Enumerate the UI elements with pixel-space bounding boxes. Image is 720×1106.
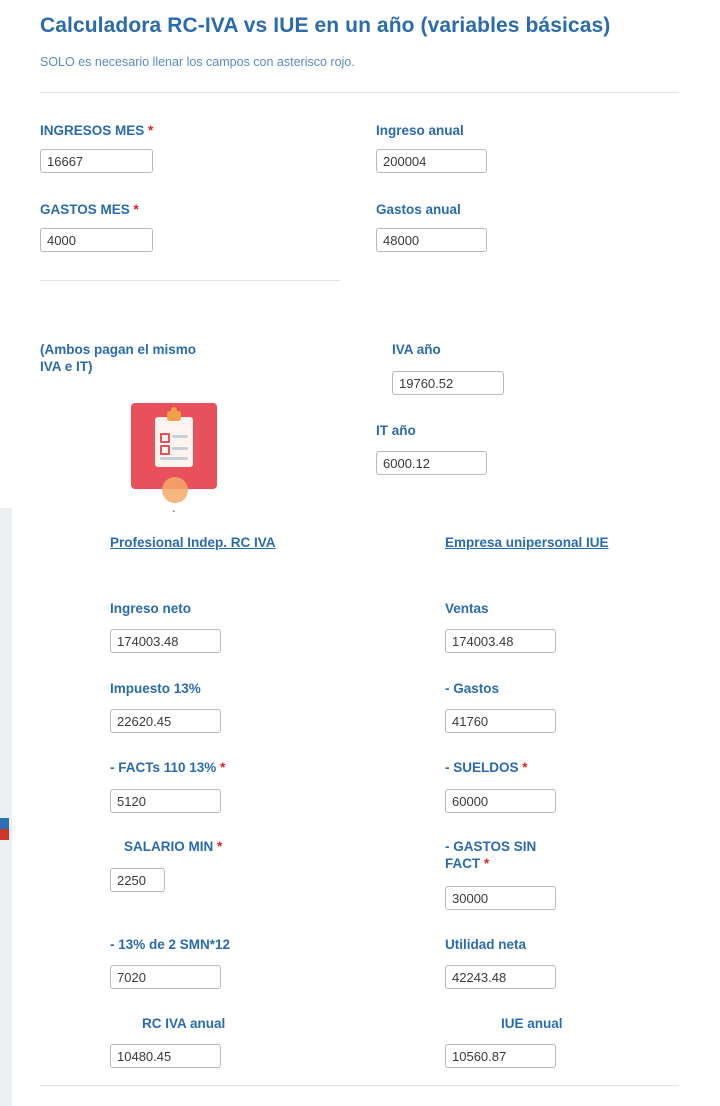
label-13-de-2-smn: - 13% de 2 SMN*12 [110,937,231,952]
required-asterisk: * [129,202,139,217]
clipboard-checklist-icon [131,403,217,489]
page-title: Calculadora RC-IVA vs IUE en un año (variables básicas) [40,14,611,37]
input-facts-110[interactable] [110,789,221,813]
label-it-ano: IT año [376,423,416,438]
input-gastos-mes[interactable] [40,228,153,252]
label-ventas: Ventas [445,601,489,616]
required-asterisk: * [144,123,154,138]
input-impuesto-13[interactable] [110,709,221,733]
divider-top [40,92,679,93]
browser-extension-icon[interactable] [0,818,9,840]
label-iva-ano: IVA año [392,342,441,357]
input-ventas[interactable] [445,629,556,653]
label-gastos-mes: GASTOS MES * [40,202,139,217]
input-gastos[interactable] [445,709,556,733]
divider-bottom [40,1085,679,1086]
divider-middle [40,280,340,281]
input-ingresos-mes[interactable] [40,149,153,173]
input-ingreso-neto[interactable] [110,629,221,653]
input-utilidad-neta[interactable] [445,965,556,989]
label-ingresos-mes: INGRESOS MES * [40,123,154,138]
input-gastos-anual[interactable] [376,228,487,252]
label-gastos-anual: Gastos anual [376,202,461,217]
input-sueldos[interactable] [445,789,556,813]
decorative-dot: . [172,500,176,515]
input-iue-anual[interactable] [445,1044,556,1068]
required-asterisk: * [216,760,226,775]
input-rciva-anual[interactable] [110,1044,221,1068]
input-salario-min[interactable] [110,868,165,892]
page-subtitle: SOLO es necesario llenar los campos con asterisco rojo. [40,55,355,69]
required-asterisk: * [213,839,223,854]
required-asterisk: * [518,760,528,775]
input-13-de-2-smn[interactable] [110,965,221,989]
label-gastos: - Gastos [445,681,500,696]
input-gastos-sin-fact[interactable] [445,886,556,910]
note-both-pay-same: (Ambos pagan el mismo IVA e IT) [40,342,197,374]
input-iva-ano[interactable] [392,371,504,395]
label-iue-anual: IUE anual [501,1016,563,1031]
input-ingreso-anual[interactable] [376,149,487,173]
label-facts-110: - FACTs 110 13% * [110,760,226,775]
label-salario-min: SALARIO MIN * [124,839,223,854]
label-utilidad-neta: Utilidad neta [445,937,527,952]
input-it-ano[interactable] [376,451,487,475]
label-sueldos: - SUELDOS * [445,760,528,775]
column-heading-rciva: Profesional Indep. RC IVA [110,535,276,550]
required-asterisk: * [480,856,490,871]
label-ingreso-anual: Ingreso anual [376,123,464,138]
label-ingreso-neto: Ingreso neto [110,601,192,616]
left-sidebar-strip [0,508,12,1106]
label-rciva-anual: RC IVA anual [142,1016,226,1031]
column-heading-iue: Empresa unipersonal IUE [445,535,609,550]
label-gastos-sin-fact: - GASTOS SIN FACT * [445,839,537,871]
label-impuesto-13: Impuesto 13% [110,681,201,696]
